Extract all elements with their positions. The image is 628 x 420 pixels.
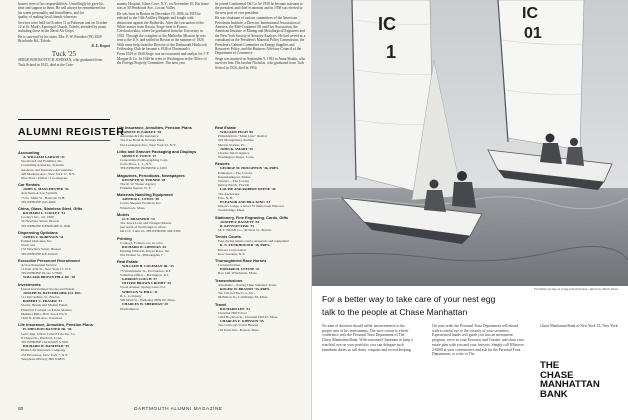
register-entry: TELEPHONE PIONEER 2-1200 (120, 166, 167, 171)
register-category: Resorts (215, 161, 230, 167)
register-entry: Annuities & Life Insurance (120, 134, 159, 139)
obituary-column-3 (215, 2, 307, 70)
register-entry: Stockbridge, Mass. (218, 208, 245, 213)
register-entry: Financial Counsel on Estate Matters (21, 307, 72, 312)
register-name: H. SHELDON BAXTER JR. '36 (23, 327, 72, 332)
obituary-signature: R. E. Bogart (91, 43, 110, 48)
register-category: Real Estate (215, 125, 236, 130)
register-entry: Home Life Insurance Company (21, 348, 66, 353)
register-category: Materials Handling Equipment (117, 192, 173, 198)
register-entry: TELEPHONE KE 6-0643 (21, 251, 58, 256)
register-name: JOSEPH F. BASSETT '35 (220, 219, 260, 224)
register-entry: Genl. Mgr. Union Central Life Ins. Co. (21, 331, 76, 336)
logo-line: THE (540, 360, 560, 371)
register-entry: 73 So. Main St., Hanover, N.H. (21, 195, 66, 200)
register-category: Investments (18, 281, 41, 287)
obituary-text: quality of making loyal friends wherever (18, 15, 77, 20)
register-name: RICHARD LEE '51 (220, 306, 250, 311)
register-top-rule (18, 119, 110, 120)
register-column-1 (18, 148, 108, 361)
register-entry: 75 Westminster St., Providence, R.I. (120, 268, 171, 273)
register-entry: The Jones Lewi and Triangle Motels (120, 221, 172, 226)
register-category: Executive Personnel Recruitment (18, 257, 80, 263)
register-entry: 1203 Boylston St., Chestnut Hill 67, Mass. (218, 314, 279, 319)
ad-headline-line: For a better way to take care of your nest egg (322, 294, 496, 304)
register-entry: 11 East 47th St., New York 17, N.Y. (21, 267, 72, 272)
register-entry: Consolidated Lithographing Corp. (120, 158, 169, 163)
register-category: Accounting (18, 150, 40, 155)
register-entry: Tel. Oil and Fuel Co., Inc. (218, 291, 255, 296)
register-category: Travel (215, 301, 227, 307)
register-entry: 34 Newbury Street, Boston (21, 219, 60, 224)
register-entry: R. L. Company (120, 293, 142, 298)
register-name: WILLIAM BROWN HILL JR. '28 (23, 275, 76, 280)
register-category: Dispensing Opticians (18, 229, 58, 235)
register-entry: Pollard Opticians, Inc. (21, 239, 53, 244)
register-name: A. WILLIAM LARSON '31 (23, 155, 65, 159)
register-category: Real Estate (117, 259, 138, 265)
obituary-text: From 1929 to 1940 Serge was an economist and analyst for J. P. Morgan & Co. In 1940 he went to Washington in the Office of the Foreign Property Committee. The next year (117, 52, 209, 66)
register-name: R. KENYON FISK '35 (220, 223, 255, 228)
register-name: CHARLES W. SHERMAN '29 (122, 302, 168, 307)
register-name: JOHN K. SMART '35 (220, 146, 253, 151)
register-name: ROBERT C. FRASER '37 (23, 299, 63, 304)
register-category: Thoroughbred Race Horses (215, 258, 267, 264)
register-entry: Franklin Square, N. Y. (120, 186, 152, 191)
register-entry: Innkeeper—The Colony (218, 170, 253, 175)
register-entry: TELEPHONE PLaza 3-7860 (21, 271, 62, 276)
register-entry: Washington Depot, Conn. (218, 155, 255, 160)
register-name: SIDNEY F. VOICE '27 (122, 153, 157, 158)
ad-headline-line: talk to the people at Chase Manhattan (322, 307, 468, 317)
left-footer (0, 404, 312, 412)
register-entry: 116 Kent Ave., Boston, Mass. (218, 327, 260, 332)
register-entry: On U.S. 5 and 10, TELEPHONE 584-5300 (120, 229, 181, 234)
register-entry: Dixon's Lodge, a resort 55 miles from Hanover (218, 204, 285, 209)
chase-manhattan-logo (540, 361, 622, 399)
obituary-text: he joined Continental Oil Co. he 1958 he became assistant to the president and chief economist and in 1958 was elected to the new post of vice president. (215, 2, 303, 15)
register-name: OLIVER BROWN CROSBY '35 (122, 281, 171, 286)
register-entry: Cooley's Inc., est. 1860 (21, 215, 54, 220)
register-name: LOUISE AND ROBERT KEENE '30 (220, 187, 276, 192)
register-name: ERNEST H. EARLEY '18 (122, 130, 162, 134)
register-bottom-rule (18, 140, 110, 141)
register-entry: Chestnut Hill Travel (218, 310, 247, 315)
register-entry: Northampton (120, 306, 139, 311)
register-entry: Charles Smart Agency (218, 151, 250, 156)
register-entry: 8 Chapel St., Hartford, Conn. (21, 335, 63, 340)
register-column-2 (117, 123, 207, 311)
register-name: KENNETH W. TURNER '28 (122, 177, 166, 182)
obituary-column-2 (117, 2, 209, 66)
class-note: SERGE BORISOVITCH JOHNSEN, who graduated from Tuck School in 1925, died at the Com- (18, 58, 103, 67)
register-entry: 86 Belton St., Cambridge 39, Mass. (218, 295, 269, 300)
register-entry: 910 Walnut St., Philadelphia 7 (120, 253, 163, 258)
register-entry: Tax-free Bond & Savings Plans (120, 138, 165, 143)
class-heading: Tuck '25 (51, 50, 77, 59)
obituary-text: He was born in Boston on December 19, 1896. In 1918 he enlisted in the 13th Artillery Brigade and fought with distinction against the Boilerriks. After the evacuation of the White armies from Russia, Serge went to France, Czechoslovakia, where he graduated from the University in 1925. Through the complete of the Methodist Mission he was sent to the U.S. and settled in Boston in the summer of 1926. With some help from the Director of the Dartmouth Hitchcock Fellowship Club he became a 1938 of Dartmouth's (117, 11, 207, 52)
register-entry: Printing Division, Kayes Press, Inc. (120, 249, 171, 254)
register-name: EDWARD H. LEVINE '51 (220, 267, 260, 272)
magazine-name: DARTMOUTH ALUMNI MAGAZINE (134, 407, 223, 412)
register-entry: Wood Avenue, Spring Lake, N.J. (120, 285, 166, 290)
obituary-text: He was chairman of various committees of the American Petroleum Institute; a Director, International Association of America, the Mid-Continent Oil and Gas Association, the American Institute of Mining and Metallurgical Engineers and the New York Society of Security Analysts. He had served as a consultant on the President's Material Policy Commission, the President's Cabinet Committee on Energy Supplies and Resources Policy, and the Business Advisory Council of the Department of Commerce. (215, 16, 306, 56)
ad-body-column-1: No man of decision should suffer inconvenience to the proper care of his investments. The wise course is a brief conference with the Personal Trust Department of The Chase Manhattan Bank. With seasoned Chasemen to keep a watchful eye on your portfolio, you can delegate such humdrum duties as call dates, coupons and record keeping. (322, 324, 413, 352)
register-name: RICHARD W. BANFIELD '35 (23, 344, 69, 349)
register-name: ELEANOR AND BILL KING '23 (220, 200, 271, 205)
register-category: Stationery, Fine Engraving, Cards, Gifts (215, 214, 289, 220)
register-entry: Street and (21, 243, 36, 248)
register-name: JAMES V. ROBINSON '31 (23, 234, 64, 239)
register-entry: just north of Northampton, Mass. (120, 225, 167, 230)
ad-headline (322, 293, 622, 319)
register-entry: Member Phila.-Balt. Stock Exch. (21, 311, 68, 316)
register-name: ROGER W. BRANDT '33, PRES. (220, 286, 271, 291)
register-entry: Analysis, and Insurance Accountants (21, 167, 73, 172)
register-entry: 420 Madison Ave., New York 17, N.Y. (21, 171, 75, 176)
register-name: R. N. FUNKHOUSER '38, PRES. (220, 243, 271, 248)
register-category: China, Glass, Stainless Steel, Gifts (18, 206, 83, 212)
register-entry: M. T. Bird & Co., 39 West St., Boston (218, 228, 272, 233)
register-entry: Consulting Actuaries, Systems (21, 163, 64, 168)
ad-body-column-2: On your order the Personal Trust Department will attend with a careful eye to the custody of your securities. Experienced hands will guide you into an investment program, serve as your Executor and Trustee, and chart your estate plan with you and your lawyers. Simply call HAnover 2-6000 at your convenience and ask for the Personal Trust Department, or write to The (432, 324, 524, 357)
register-category: Motels (117, 211, 130, 217)
register-name: JOHN G. MANCHESTER '33 (23, 187, 69, 192)
register-entry: 253 Broadway, New York 7, N.Y. (21, 352, 68, 357)
register-entry: TELEPHONE JACKSON 5-7601 (21, 339, 69, 344)
sail-number: 01 (524, 25, 542, 42)
register-name: WILLIAM H. COLEMAN JR. '25 (122, 264, 174, 269)
sail-number: IC (522, 5, 538, 22)
register-entry: Automatic—Saving Time Standard Trans. (218, 282, 277, 287)
page-number: 80 (18, 407, 24, 412)
register-category: Tennis Courts (215, 234, 241, 240)
register-entry: Watertown, Mass. (120, 205, 146, 210)
register-category: Transmissions (215, 277, 243, 283)
register-entry: 641 Lexington Ave., New York 22, N.Y. (120, 142, 177, 147)
register-name: WHELON W. HILL '11 (122, 289, 158, 294)
register-entry: Philadelphia's "Main Line" Realtor (218, 134, 268, 139)
obituary-text: honors were of his responsibilities. Unwillingly he gave his time and support to them. He will always be remembered for his warm personality and friendliness, and for (18, 2, 106, 15)
register-category: Life Insurance, Annuities, Pension Plans (117, 125, 192, 130)
register-name: GORDON COUCH '37 (122, 277, 157, 282)
register-name: ARTHUR L. LEWIS '28 (122, 197, 159, 202)
register-entry: The Anchorage (218, 191, 240, 196)
register-name: RICHARD L. COOLEY '41 (23, 211, 66, 216)
left-page (0, 0, 312, 420)
register-name: WILLIAM PUGH '65 (220, 130, 254, 134)
register-entry: Winters—The Colony (218, 179, 250, 184)
register-entry: Erie, N. H. (218, 195, 234, 200)
register-entry: Carle Place, L. I., N.Y. (120, 162, 152, 167)
register-entry: 919 Montgomery Avenue (218, 138, 254, 143)
register-entry: Merion Station, Pa. (218, 142, 246, 147)
register-entry: 153 Newbury Street, Boston (21, 247, 61, 252)
register-category: Magazines, Periodicals, Newspapers (117, 172, 185, 178)
register-title: ALUMNI REGISTER (18, 126, 125, 138)
register-entry: Telephone MUrray Hill 8-6855 (21, 356, 65, 361)
register-entry: Stocks, Bonds and Mutual Funds (21, 303, 68, 308)
obituary-column-1 (18, 2, 110, 67)
register-category: Car Rentals (18, 182, 40, 188)
register-name: O. E. BRAINERD '14 (122, 216, 155, 221)
register-entry: The R. W. Turner Agency (120, 181, 156, 186)
register-entry: 596 Main St., Wellesley Hills 82, Mass. (120, 298, 176, 303)
obituary-text: munity Hospital, Glens Cove, N.Y., on November 10. His home was at 30 Pembrook Ave., Locust Valley. (117, 2, 209, 11)
register-entry: Action Personnel Service (21, 262, 57, 267)
sail-number: IC (378, 14, 396, 34)
logo-line: MANHATTAN (540, 379, 600, 391)
register-category: Litho and Gravure Packaging and Displays (117, 148, 197, 154)
register-entry: Har-tru Corporation (218, 247, 247, 252)
obituary-text: Serge was married on September 9, 1933 to Anna Shakin, who survives him. His brother Nicholas, who graduated from Tuck School in 1926, died in 1954. (215, 56, 306, 70)
register-column-3 (215, 123, 305, 332)
sailboat-photo (312, 0, 628, 286)
sailboat-photo-image (312, 0, 628, 286)
register-entry: Delray Beach, Florida (218, 183, 250, 188)
register-entry: New York • Dallas • Los Angeles (21, 176, 68, 181)
logo-line: BANK (540, 388, 568, 400)
register-entry: Listed and Unlisted Stocks and Bonds (21, 286, 75, 291)
bank-address-note: Chase Manhattan Bank at New York 15, New York. (540, 324, 619, 328)
register-entry: Woodward and Fondiller, Inc. (21, 159, 63, 164)
register-entry: Fast-drying tennis courts, materials and equipment (218, 239, 289, 244)
register-entry: Box 148, Winchester, Mass. (218, 271, 258, 276)
register-entry: Catalogs, Folders, etc. in color (120, 240, 163, 245)
register-entry: TELEPHONE KENMORE 6-1646 (21, 223, 71, 228)
register-entry: TELEPHONE 643-4060 (21, 199, 56, 204)
sail-number: 1 (386, 42, 397, 62)
register-entry: Licensed trainer (218, 263, 241, 268)
register-entry: 1616 N. Palm Ave., Pasadena (21, 316, 63, 321)
photo-caption: Frostbite racing on Long Island Sound—photo by Mark Shaw (534, 287, 618, 291)
register-entry: The Griswold Travel Bureau (218, 323, 259, 328)
register-entry: Kew Gardens, N.Y. (218, 251, 246, 256)
register-entry: Kennebunkport, Maine (218, 174, 251, 179)
logo-line: CHASE (540, 369, 574, 381)
register-entry: Suburban Office—Barrington, R.I. (120, 272, 169, 277)
obituary-text: He is survived by his sister, Mrs. F. W. Paradise (59) 3029 Brookside Rd., Toledo. (18, 34, 102, 44)
register-name: JOSEPH M. BATCHELDER CO. INC. (23, 290, 82, 295)
register-category: Printing (117, 235, 132, 241)
register-category: Life Insurance, Annuities, Pension Plans (18, 322, 93, 328)
register-name: GEORGE M. HOUGHTON '36, PRES. (220, 166, 280, 171)
register-name: CHARLES F. JOHNSON '55 (220, 319, 264, 324)
register-entry: Lewis-Shepard Products, Inc. (120, 201, 162, 206)
register-name: RICHARD W. LIPPMAN '42 (122, 244, 167, 249)
register-entry: 111 Devonshire St., Boston (21, 295, 60, 300)
register-entry: Avis Rent-A-Car Systems (21, 191, 58, 196)
right-page (312, 0, 628, 420)
obituary-text: Services were held on October 11 at Patterson and on October 12 at St. Mark's Episcopal Church, Toledo, attended by many including those in the Naval Air Corps. (18, 20, 108, 34)
